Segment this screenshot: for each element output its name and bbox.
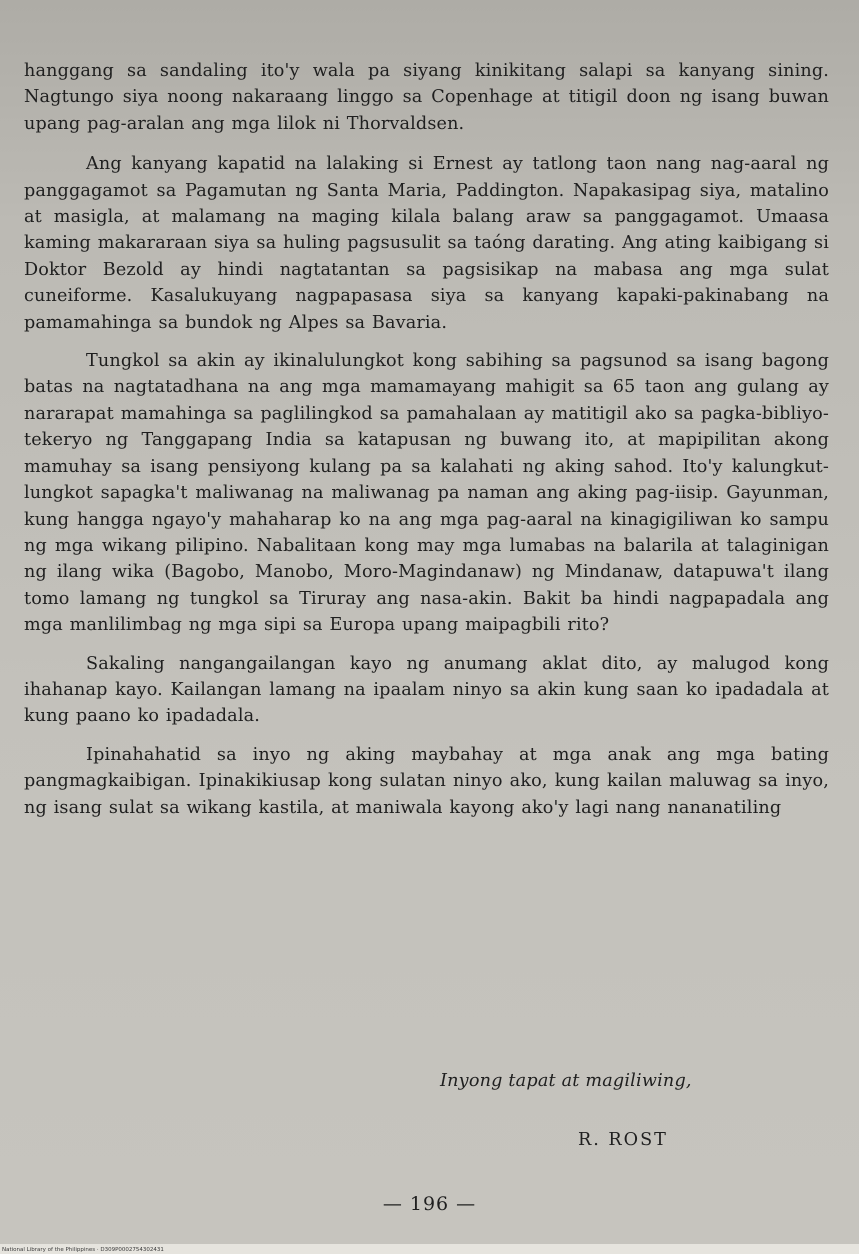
letter-body bbox=[24, 58, 829, 821]
letter-signature: R. ROST bbox=[578, 1130, 668, 1150]
paragraph-gap bbox=[24, 730, 829, 742]
letter-paragraph-1: hanggang sa sandaling ito'y wala pa siyang kinikitang salapi sa kanyang sining. Nagtungo siya noong nakaraang linggo sa Copenhage at titigil doon ng isang buwan upang pag-aralan ang mga lilok ni Thorvaldsen. bbox=[24, 61, 829, 134]
paragraph-gap bbox=[24, 137, 829, 151]
letter-paragraph-4: Sakaling nangangailangan kayo ng anumang aklat dito, ay malugod kong ihahanap kayo. Kailangan lamang na ipaalam ninyo sa akin kung saan ko ipadadala at kung paano ko ipadadala. bbox=[24, 653, 829, 727]
letter-paragraph-2: Ang kanyang kapatid na lalaking si Ernest ay tatlong taon nang nag-aaral ng panggagamot sa Pagamutan ng Santa Maria, Paddington. Napakasipag siya, matalino at masigla, at malamang na maging kilala balang araw sa panggagamot. Umaasa kaming makararaan siya sa huling pagsusulit sa taóng darating. Ang ating kaibigang si Doktor Bezold ay hindi nagtatantan sa pagsisikap na mabasa ang mga sulat cuneiforme. Kasalukuyang nagpapasasa siya sa kanyang kapaki-pakinabang na pamamahinga sa bundok ng Alpes sa Bavaria. bbox=[24, 154, 829, 333]
footer-credit: National Library of the Philippines · D309P0002754302431 bbox=[2, 1247, 164, 1253]
letter-paragraph-5: Ipinahahatid sa inyo ng aking maybahay at mga anak ang mga bating pangmagkaibigan. Ipinakikiusap kong sulatan ninyo ako, kung kailan maluwag sa inyo, ng isang sulat sa wikang kastila, at maniwala kayong ako'y lagi nang nananatiling bbox=[24, 744, 829, 818]
paragraph-gap bbox=[24, 639, 829, 651]
letter-closing: Inyong tapat at magiliwing, bbox=[440, 1071, 692, 1091]
page-number: — 196 — bbox=[382, 1193, 477, 1215]
paragraph-gap bbox=[24, 336, 829, 348]
letter-paragraph-3: Tungkol sa akin ay ikinalulungkot kong sabihing sa pagsunod sa isang bagong batas na nagtatadhana na ang mga mamamayang mahigit sa 65 taon ang gulang ay nararapat mamahinga sa paglilingkod sa pamahalaan ay matitigil ako sa pagka-bibliyo-tekeryo ng Tanggapang India sa katapusan ng buwang ito, at mapipilitan akong mamuhay sa isang pensiyong kulang pa sa kalahati ng aking sahod. Ito'y kalungkut-lungkot sapagka't maliwanag na maliwanag pa naman ang aking pag-iisip. Gayunman, kung hangga ngayo'y mahaharap ko na ang mga pag-aaral na kinagigiliwan ko sampu ng mga wikang pilipino. Nabalitaan kong may mga lumabas na balarila at talaginigan ng ilang wika (Bagobo, Manobo, Moro-Magindanaw) ng Mindanaw, datapuwa't ilang tomo lamang ng tungkol sa Tiruray ang nasa-akin. Bakit ba hindi nagpapadala ang mga manlilimbag ng mga sipi sa Europa upang maipagbili rito? bbox=[24, 351, 829, 636]
